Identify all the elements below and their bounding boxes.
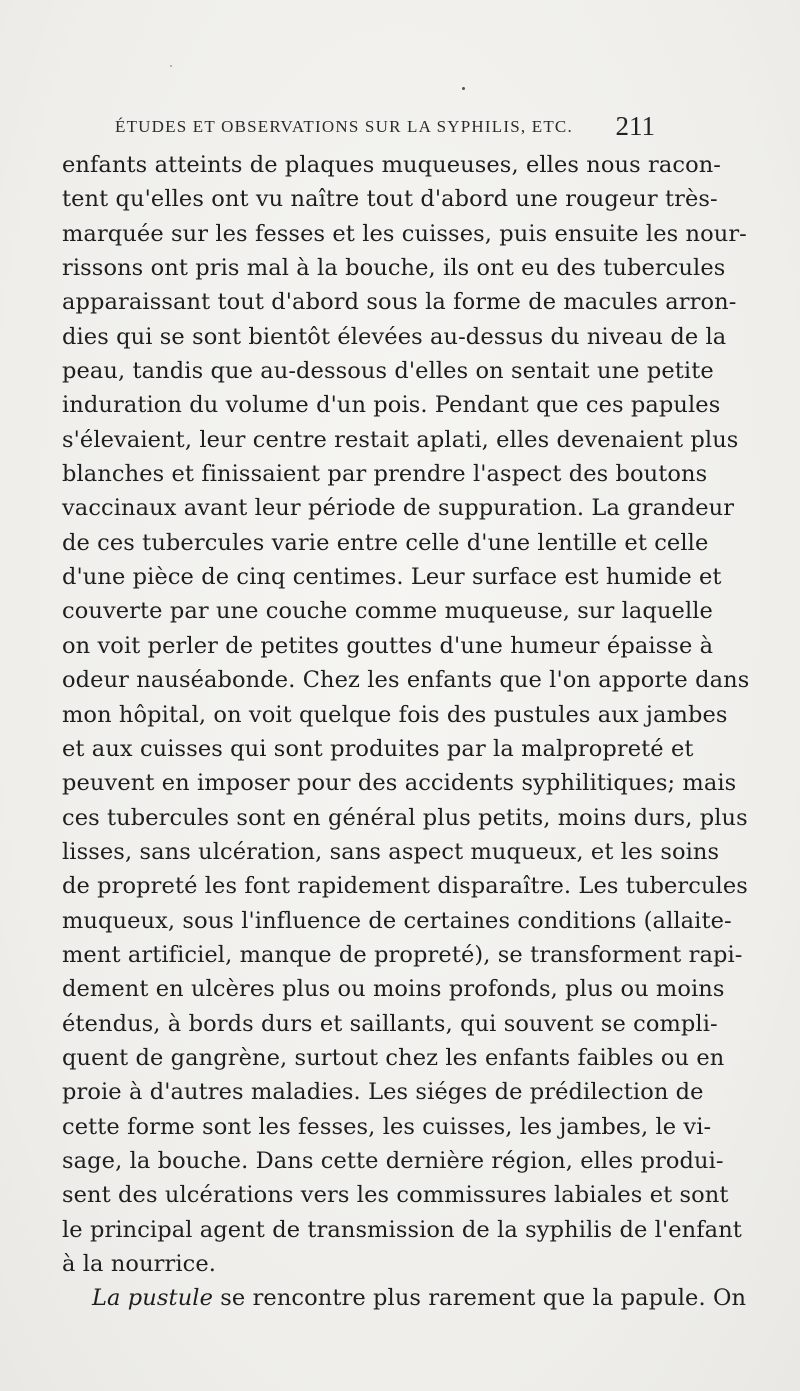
text-line: ment artificiel, manque de propreté), se transforment rapi-	[62, 941, 743, 968]
text-line: tent qu'elles ont vu naître tout d'abord une rougeur très-	[62, 186, 718, 213]
text-line: vaccinaux avant leur période de suppuration. La grandeur	[62, 495, 735, 522]
text-line: ces tubercules sont en général plus petits, moins durs, plus	[62, 804, 748, 831]
text-line: apparaissant tout d'abord sous la forme de macules arron-	[62, 289, 737, 316]
page-header	[115, 111, 655, 147]
text-line: peuvent en imposer pour des accidents syphilitiques; mais	[62, 770, 737, 797]
text-line: peau, tandis que au-dessous d'elles on sentait une petite	[62, 358, 714, 385]
text-line: de propreté les font rapidement disparaître. Les tubercules	[62, 873, 748, 900]
paragraph-start-line	[62, 1281, 747, 1315]
text-line: s'élevaient, leur centre restait aplati, elles devenaient plus	[62, 426, 739, 453]
text-line: sent des ulcérations vers les commissures labiales et sont	[62, 1182, 729, 1209]
text-line: mon hôpital, on voit quelque fois des pustules aux jambes	[62, 701, 728, 728]
text-line: proie à d'autres maladies. Les siéges de prédilection de	[62, 1079, 704, 1106]
body-text	[62, 148, 750, 1316]
text-line: blanches et finissaient par prendre l'aspect des boutons	[62, 461, 708, 488]
text-line: de ces tubercules varie entre celle d'une lentille et celle	[62, 529, 709, 556]
text-line: odeur nauséabonde. Chez les enfants que l'on apporte dans	[62, 667, 750, 694]
text-line: dies qui se sont bientôt élevées au-dessus du niveau de la	[62, 323, 727, 350]
text-line: muqueux, sous l'influence de certaines conditions (allaite-	[62, 907, 732, 934]
ink-speck	[170, 65, 172, 67]
text-line: lisses, sans ulcération, sans aspect muqueux, et les soins	[62, 838, 720, 865]
text-line: quent de gangrène, surtout chez les enfants faibles ou en	[62, 1044, 725, 1071]
text-line: d'une pièce de cinq centimes. Leur surface est humide et	[62, 564, 722, 591]
text-line: enfants atteints de plaques muqueuses, elles nous racon-	[62, 152, 722, 178]
text-line: sage, la bouche. Dans cette dernière région, elles produi-	[62, 1147, 724, 1174]
text-line: induration du volume d'un pois. Pendant que ces papules	[62, 392, 721, 419]
text-line: cette forme sont les fesses, les cuisses, les jambes, le vi-	[62, 1113, 712, 1140]
line-continuation: se rencontre plus rarement que la papule. On	[213, 1285, 747, 1312]
text-line-paragraph-end: à la nourrice.	[62, 1251, 217, 1277]
ink-speck	[462, 87, 465, 90]
text-line: dement en ulcères plus ou moins profonds, plus ou moins	[62, 976, 725, 1003]
text-line: on voit perler de petites gouttes d'une humeur épaisse à	[62, 632, 714, 659]
running-head: ÉTUDES ET OBSERVATIONS SUR LA SYPHILIS, ETC.	[115, 117, 573, 136]
text-line: couverte par une couche comme muqueuse, sur laquelle	[62, 598, 713, 625]
italic-term: La pustule	[92, 1285, 213, 1312]
text-line: marquée sur les fesses et les cuisses, puis ensuite les nour-	[62, 220, 747, 247]
text-line: rissons ont pris mal à la bouche, ils ont eu des tubercules	[62, 255, 726, 282]
text-line: et aux cuisses qui sont produites par la malpropreté et	[62, 735, 694, 762]
text-line: étendus, à bords durs et saillants, qui souvent se compli-	[62, 1010, 718, 1037]
text-line: le principal agent de transmission de la syphilis de l'enfant	[62, 1216, 742, 1243]
page-number: 211	[615, 111, 655, 141]
